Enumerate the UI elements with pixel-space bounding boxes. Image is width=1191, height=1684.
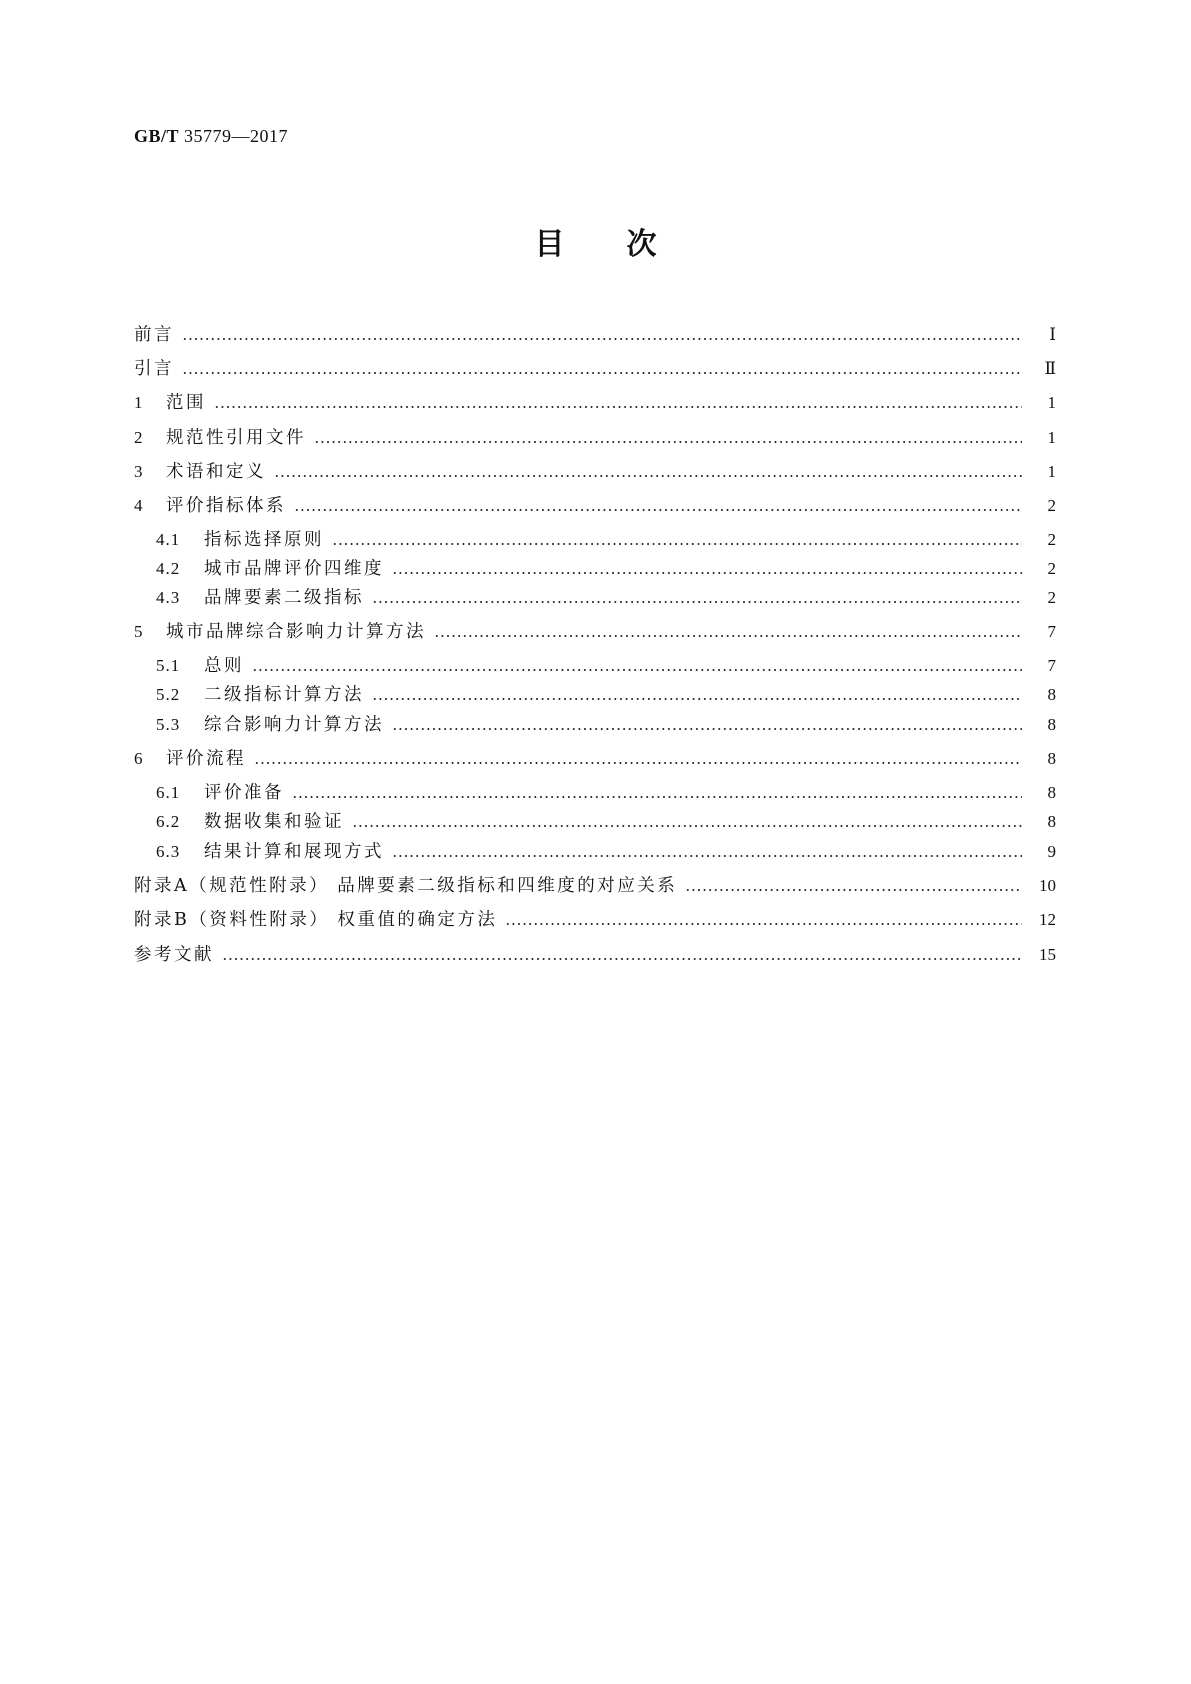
toc-dot-leader [352,825,1022,827]
toc-dot-leader [392,728,1022,730]
toc-entry-page: 9 [1047,842,1056,861]
toc-entry-label: 结果计算和展现方式 [204,842,384,862]
toc-entry-label: 城市品牌评价四维度 [204,559,384,579]
standard-number: 35779—2017 [179,126,289,146]
toc-dot-leader [434,635,1022,637]
toc-entry-page: Ⅱ [1044,359,1056,378]
toc-entry-label: 附录B（资料性附录） 权重值的确定方法 [134,910,498,930]
toc-entry-label: 品牌要素二级指标 [204,588,364,608]
toc-entry[interactable] [134,390,1056,416]
toc-entry[interactable] [156,682,1056,708]
page-title: 目次 [534,227,719,262]
toc-entry-page: 15 [1039,945,1056,964]
toc-entry-label: 数据收集和验证 [204,812,344,832]
toc-entry-page: Ⅰ [1049,325,1056,344]
toc-entry[interactable] [134,619,1056,645]
toc-entry-page: 8 [1047,783,1056,802]
toc-entry-label: 术语和定义 [166,462,266,482]
toc-entry-label: 指标选择原则 [204,530,324,550]
toc-entry[interactable] [134,322,1056,348]
toc-entry-label: 引言 [134,359,174,379]
toc-entry[interactable] [156,809,1056,835]
toc-entry[interactable] [134,425,1056,451]
toc-dot-leader [332,543,1022,545]
toc-entry-number: 4.1 [156,530,181,549]
toc-entry-number: 6 [134,749,144,768]
toc-dot-leader [314,441,1022,443]
toc-entry-page: 2 [1047,559,1056,578]
toc-entry[interactable] [134,907,1056,933]
toc-entry-label: 评价准备 [204,783,284,803]
toc-entry-label: 参考文献 [134,945,214,965]
toc-entry-page: 1 [1047,428,1056,447]
toc-entry-label: 城市品牌综合影响力计算方法 [166,622,426,642]
toc-entry[interactable] [156,712,1056,738]
toc-entry-page: 8 [1047,812,1056,831]
toc-entry[interactable] [156,839,1056,865]
toc-entry[interactable] [156,585,1056,611]
toc-entry-page: 2 [1047,496,1056,515]
toc-entry[interactable] [156,780,1056,806]
toc-entry-page: 12 [1039,910,1056,929]
toc-entry-page: 8 [1047,685,1056,704]
toc-entry[interactable] [134,459,1056,485]
toc-dot-leader [182,372,1022,374]
toc-entry-label: 规范性引用文件 [166,428,306,448]
standard-code [134,126,288,147]
toc-entry-number: 3 [134,462,144,481]
toc-entry-number: 6.3 [156,842,181,861]
toc-entry-page: 2 [1047,588,1056,607]
toc-entry-label: 评价指标体系 [166,496,286,516]
toc-entry-page: 2 [1047,530,1056,549]
toc-entry-label: 前言 [134,325,174,345]
toc-entry-label: 附录A（规范性附录） 品牌要素二级指标和四维度的对应关系 [134,876,678,896]
toc-dot-leader [392,572,1022,574]
toc-dot-leader [222,958,1022,960]
toc-entry-number: 6.1 [156,783,181,802]
toc-entry-number: 4.2 [156,559,181,578]
toc-entry-number: 2 [134,428,144,447]
toc-entry-page: 1 [1047,462,1056,481]
toc-entry-page: 8 [1047,749,1056,768]
toc-dot-leader [292,796,1022,798]
toc-entry-page: 7 [1047,622,1056,641]
toc-entry-number: 6.2 [156,812,181,831]
toc-dot-leader [252,669,1022,671]
toc-entry-number: 5 [134,622,144,641]
toc-entry-label: 范围 [166,393,206,413]
toc-dot-leader [214,406,1022,408]
toc-entry-page: 7 [1047,656,1056,675]
toc-dot-leader [505,923,1022,925]
toc-entry-label: 综合影响力计算方法 [204,715,384,735]
toc-entry-label: 评价流程 [166,749,246,769]
toc-entry[interactable] [156,653,1056,679]
toc-entry-number: 5.2 [156,685,181,704]
toc-dot-leader [294,509,1022,511]
standard-prefix: GB/T [134,126,180,146]
toc-dot-leader [392,855,1022,857]
toc-entry[interactable] [134,942,1056,968]
toc-dot-leader [254,762,1022,764]
toc-entry-label: 总则 [204,656,244,676]
toc-dot-leader [372,601,1022,603]
toc-entry-number: 5.3 [156,715,181,734]
toc-entry[interactable] [134,356,1056,382]
toc-entry-number: 5.1 [156,656,181,675]
toc-entry[interactable] [156,556,1056,582]
toc-dot-leader [372,698,1022,700]
toc-entry-number: 4 [134,496,144,515]
toc-entry-number: 1 [134,393,144,412]
toc-entry-label: 二级指标计算方法 [204,685,364,705]
toc-entry-page: 1 [1047,393,1056,412]
toc-dot-leader [685,889,1022,891]
toc-entry[interactable] [156,527,1056,553]
toc-entry-page: 8 [1047,715,1056,734]
toc-entry[interactable] [134,746,1056,772]
toc-entry-page: 10 [1039,876,1056,895]
toc-entry-number: 4.3 [156,588,181,607]
toc-entry[interactable] [134,493,1056,519]
toc-dot-leader [182,338,1022,340]
toc-dot-leader [274,475,1022,477]
toc-entry[interactable] [134,873,1056,899]
